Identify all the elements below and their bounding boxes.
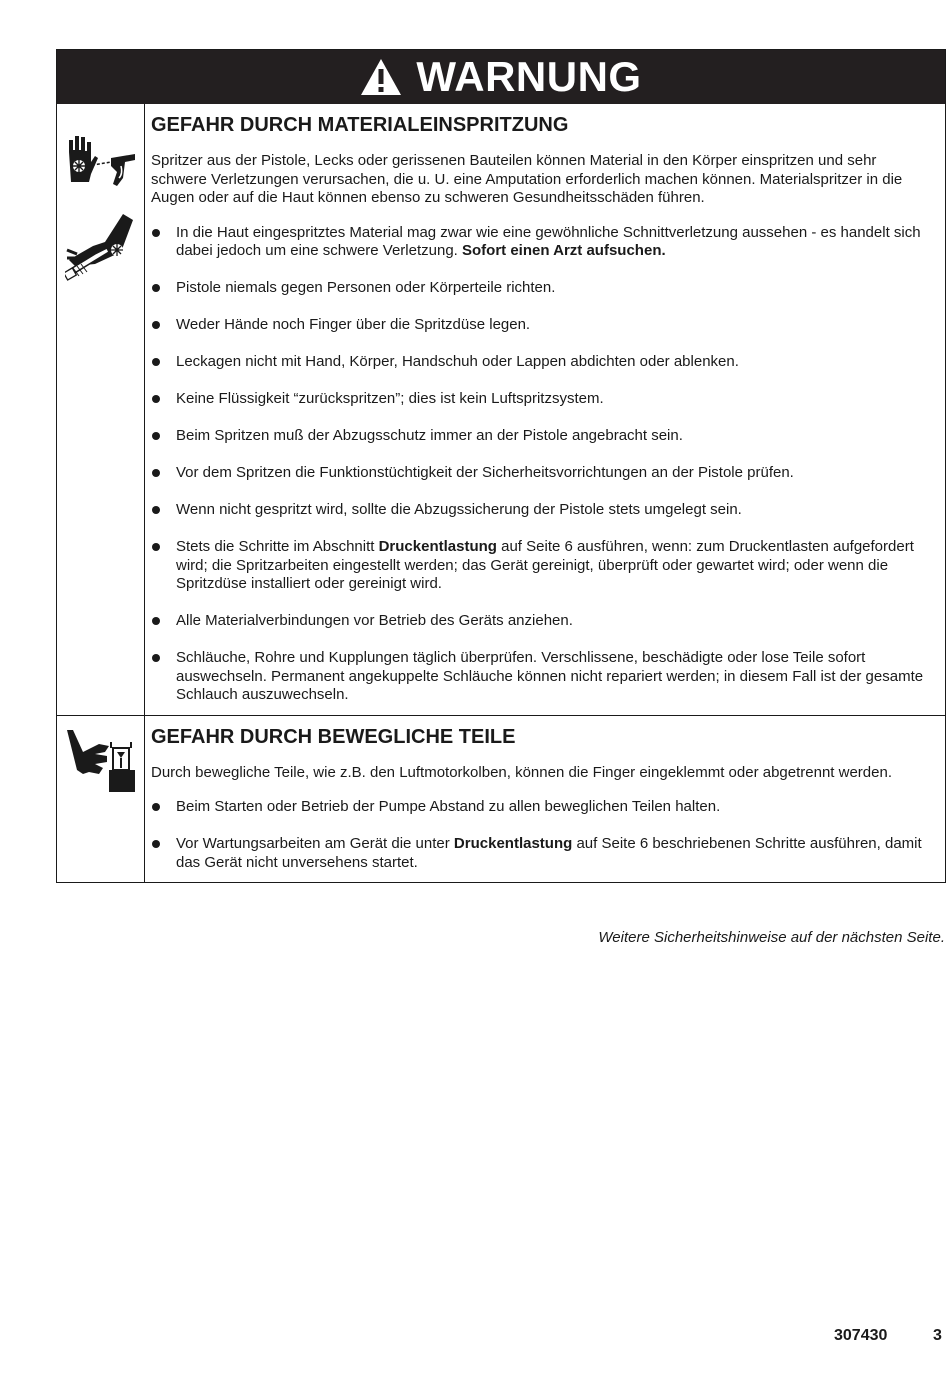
bullet-item: [151, 649, 925, 705]
bullet-item: [151, 501, 925, 520]
hazard-title: GEFAHR DURCH MATERIALEINSPRITZUNG: [151, 114, 569, 136]
bullet-item: [151, 353, 925, 372]
bullet-dot: [152, 284, 160, 292]
bullet-text: Leckagen nicht mit Hand, Körper, Handschuh oder Lappen abdichten oder ablenken.: [176, 353, 739, 370]
hazard-injection: [57, 104, 945, 715]
bullet-text: In die Haut eingespritztes Material mag zwar wie eine gewöhnliche Schnittverletzung aussehen - es handelt sich dabei jedoch um eine schwere Verletzung.: [176, 223, 921, 259]
doc-number: 307430: [834, 1327, 888, 1344]
bullet-dot: [152, 654, 160, 662]
bullet-text: Schläuche, Rohre und Kupplungen täglich überprüfen. Verschlissene, beschädigte oder lose Teile sofort auswechseln. Permanent angekuppelte Schläuche können nicht repariert werden; in diesem Fall ist der gesamte Schlauch auszuwechseln.: [176, 649, 924, 703]
footnote: Weitere Sicherheitshinweise auf der nächsten Seite.: [598, 929, 945, 946]
arm-injection-icon: [65, 212, 137, 286]
bullet-item: [151, 390, 925, 409]
bullet-item: [151, 316, 925, 335]
bullet-item: [151, 464, 925, 483]
bullet-dot: [152, 229, 160, 237]
page-number: 3: [933, 1327, 942, 1344]
bullet-text: Vor Wartungsarbeiten am Gerät die unter: [176, 835, 454, 852]
bullet-dot: [152, 321, 160, 329]
hazard-title: GEFAHR DURCH BEWEGLICHE TEILE: [151, 725, 516, 748]
hazard-icons: [57, 716, 145, 883]
bullet-text: Alle Materialverbindungen vor Betrieb des Geräts anziehen.: [176, 612, 573, 629]
bullet-text: Vor dem Spritzen die Funktionstüchtigkeit der Sicherheitsvorrichtungen an der Pistole prüfen.: [176, 464, 794, 481]
bullet-item: [151, 427, 925, 446]
bullet-item: [151, 835, 925, 872]
warning-title: WARNUNG: [416, 53, 642, 100]
hazard-content: [145, 716, 945, 883]
hazard-bullets: [151, 224, 925, 705]
warning-triangle-icon: [360, 58, 402, 96]
bullet-dot: [152, 617, 160, 625]
bullet-bold: Druckentlastung: [453, 835, 573, 852]
bullet-after: auf Seite 6 beschriebenen Schritte ausführen, damit das Gerät nicht unversehens startet.: [176, 835, 922, 871]
bullet-text: Beim Spritzen muß der Abzugsschutz immer an der Pistole angebracht sein.: [176, 427, 683, 444]
hand-injection-icon: [65, 134, 137, 194]
hazard-intro: Spritzer aus der Pistole, Lecks oder gerissenen Bauteilen können Material in den Körper einspritzen und sehr schwere Verletzungen verursachen, die u. U. eine Amputation erforderlich machen können. Materialspritzer in die Augen oder auf die Haut können ebenso zu schweren Gesundheitsschäden führen.: [151, 152, 903, 206]
hazard-moving-parts: [57, 715, 945, 883]
bullet-bold: Druckentlastung: [378, 538, 497, 555]
bullet-after: auf Seite 6 ausführen, wenn: zum Druckentlasten aufgefordert wird; die Spritzarbeiten eingestellt werden; das Gerät gereinigt, überprüft oder gewartet wird; oder wenn die Spritzdüse installiert oder gereinigt wird.: [176, 538, 914, 592]
bullet-text: Pistole niemals gegen Personen oder Körperteile richten.: [176, 279, 556, 296]
hand-pinch-icon: [65, 728, 137, 794]
warning-box: [56, 49, 946, 883]
bullet-item: [151, 798, 925, 817]
warning-header: [57, 50, 945, 104]
bullet-text: Weder Hände noch Finger über die Spritzdüse legen.: [176, 316, 531, 333]
bullet-item: [151, 538, 925, 594]
bullet-item: [151, 279, 925, 298]
bullet-dot: [152, 840, 160, 848]
bullet-text: Keine Flüssigkeit “zurückspritzen”; dies ist kein Luftspritzsystem.: [176, 390, 604, 407]
bullet-dot: [152, 395, 160, 403]
hazard-bullets: [151, 798, 925, 872]
bullet-dot: [152, 469, 160, 477]
bullet-item: [151, 612, 925, 631]
bullet-item: [151, 224, 925, 261]
bullet-text: Beim Starten oder Betrieb der Pumpe Abstand zu allen beweglichen Teilen halten.: [176, 798, 721, 815]
bullet-dot: [152, 358, 160, 366]
bullet-dot: [152, 803, 160, 811]
hazard-content: [145, 104, 945, 715]
bullet-dot: [152, 543, 160, 551]
hazard-intro: Durch bewegliche Teile, wie z.B. den Luftmotorkolben, können die Finger eingeklemmt oder abgetrennt werden.: [151, 763, 892, 781]
bullet-text: Wenn nicht gespritzt wird, sollte die Abzugssicherung der Pistole stets umgelegt sein.: [176, 501, 742, 518]
hazard-icons: [57, 104, 145, 715]
bullet-bold: Sofort einen Arzt aufsuchen.: [462, 242, 666, 259]
bullet-text: Stets die Schritte im Abschnitt: [176, 538, 379, 555]
bullet-dot: [152, 432, 160, 440]
bullet-dot: [152, 506, 160, 514]
